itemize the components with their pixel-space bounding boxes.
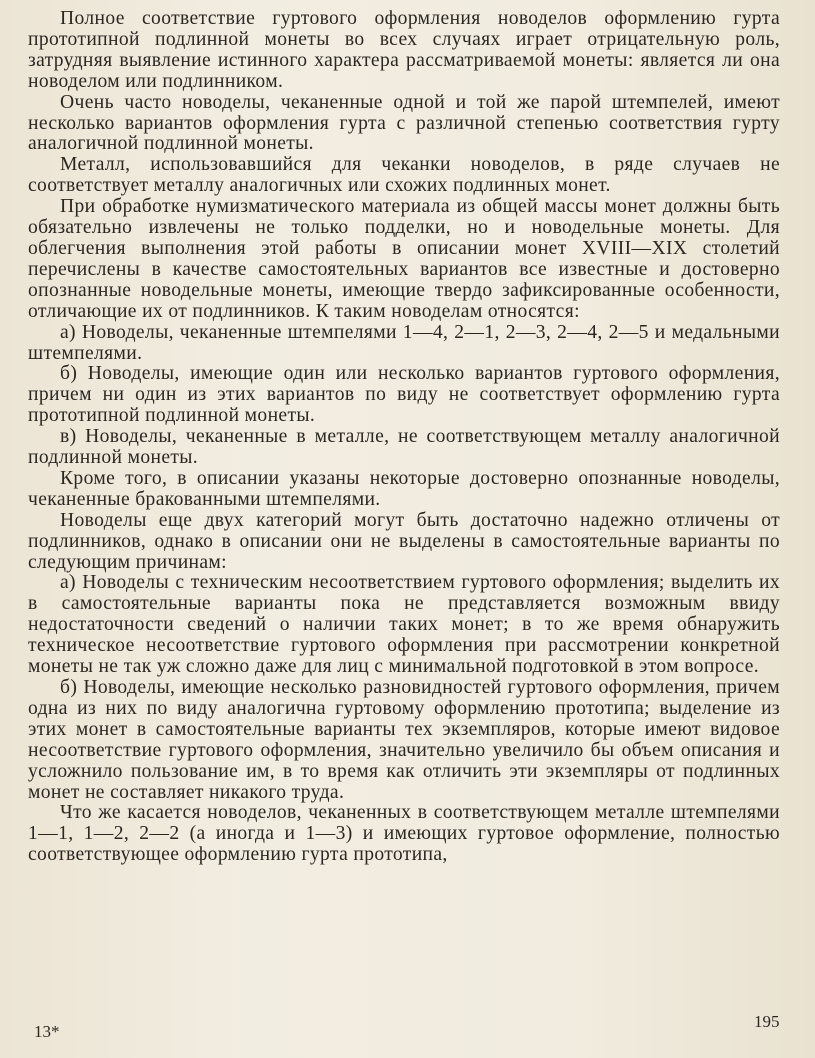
list-item-paragraph: а) Новоделы, чеканенные штемпелями 1—4, 2—1, 2—3, 2—4, 2—5 и медальными штемпелями. <box>28 321 780 364</box>
page-number: 195 <box>754 1012 780 1031</box>
printer-signature: 13* <box>34 1022 60 1041</box>
paragraph: При обработке нумизматического материала из общей массы монет должны быть обязательно извлечены не только подделки, но и новодельные монеты. Для облегчения выполнения этой работы в описании монет XVIII—XIX столетий перечислены в качестве самостоятельных вариантов все известные и достоверно опознанные новодельные монеты, имеющие твердо зафиксированные особенности, отличающие их от подлинников. К таким новоделам относятся: <box>28 196 780 322</box>
paragraph: Полное соответствие гуртового оформления новоделов оформлению гурта прототипной подлинной монеты во всех случаях играет отрицательную роль, затрудняя выявление истинного характера рассматриваемой монеты: является ли она новоделом или подлинником. <box>28 8 780 92</box>
list-item-paragraph: б) Новоделы, имеющие несколько разновидностей гуртового оформления, причем одна из них по виду аналогична гуртовому оформлению прототипа; выделение из этих монет в самостоятельные варианты тех экземпляров, которые имеют видовое несоответствие гуртового оформления, значительно увеличило бы объем описания и усложнило пользование им, в то время как отличить эти экземпляры от подлинных монет не составляет никакого труда. <box>28 677 780 803</box>
paragraph: Металл, использовавшийся для чеканки новоделов, в ряде случаев не соответствует металлу аналогичных или схожих подлинных монет. <box>28 154 780 197</box>
body-text <box>28 9 780 866</box>
paragraph: Что же касается новоделов, чеканенных в соответствующем металле штемпелями 1—1, 1—2, 2—2 (а иногда и 1—3) и имеющих гуртовое оформление, полностью соответствующее оформлению гурта прототипа, <box>28 802 780 866</box>
list-item-paragraph: а) Новоделы с техническим несоответствием гуртового оформления; выделить их в самостоятельные варианты пока не представляется возможным ввиду недостаточности сведений о наличии таких монет; в то же время обнаружить техническое несоответствие гуртового оформления при рассмотрении конкретной монеты не так уж сложно даже для лиц с минимальной подготовкой в этом вопросе. <box>28 572 780 678</box>
paragraph: Очень часто новоделы, чеканенные одной и той же парой штемпелей, имеют несколько вариантов оформления гурта с различной степенью соответствия гурту аналогичной подлинной монеты. <box>28 91 780 155</box>
list-item-paragraph: в) Новоделы, чеканенные в металле, не соответствующем металлу аналогичной подлинной монеты. <box>28 426 780 469</box>
paragraph: Кроме того, в описании указаны некоторые достоверно опознанные новоделы, чеканенные бракованными штемпелями. <box>28 467 780 510</box>
list-item-paragraph: б) Новоделы, имеющие один или несколько вариантов гуртового оформления, причем ни один из этих вариантов по виду не соответствует оформлению гурта прототипной подлинной монеты. <box>28 363 780 427</box>
paragraph: Новоделы еще двух категорий могут быть достаточно надежно отличены от подлинников, однако в описании они не выделены в самостоятельные варианты по следующим причинам: <box>28 509 780 573</box>
